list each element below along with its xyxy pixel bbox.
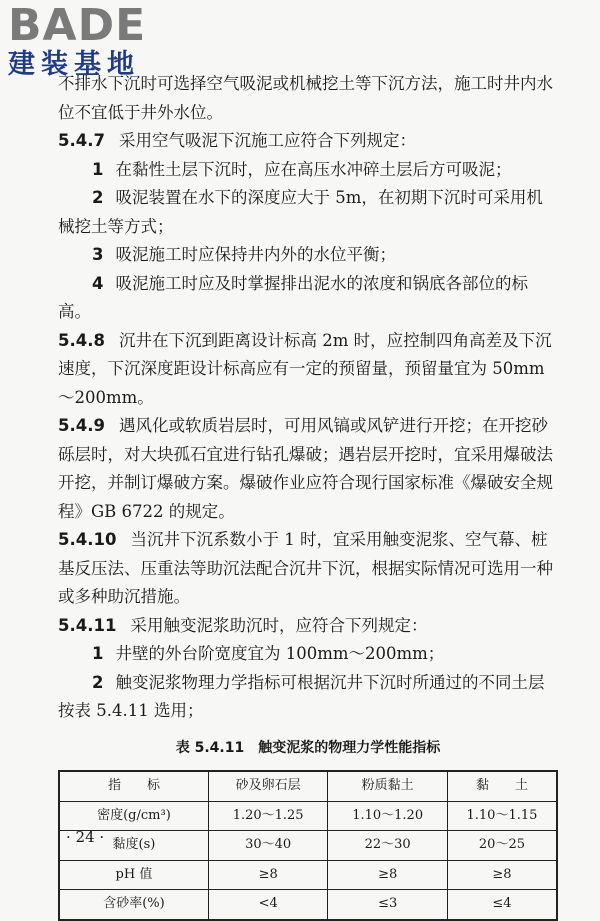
table-cell: <4: [208, 890, 328, 920]
section-5-4-11: [58, 612, 558, 641]
clause-5-4-11-2: [58, 669, 558, 726]
clause-5-4-7-4: [58, 270, 558, 327]
table-cell: ≤3: [328, 890, 448, 920]
table-row: [59, 860, 557, 890]
section-text: 遇风化或软质岩层时，可用风镐或风铲进行开挖；在开挖砂砾层时，对大块孤石宜进行钻孔爆破；遇岩层开挖时，宜采用爆破法开挖，并制订爆破方案。爆破作业应符合现行国家标准《爆破安全规程》GB 6722 的规定。: [58, 416, 553, 521]
clause-5-4-7-1: [58, 156, 558, 185]
clause-text: 吸泥施工时应及时掌握排出泥水的浓度和锅底各部位的标高。: [58, 273, 528, 321]
properties-table: [58, 770, 558, 921]
clause-text: 井壁的外台阶宽度宜为 100mm～200mm；: [115, 644, 445, 663]
clause-number: 4: [92, 273, 104, 293]
section-5-4-8: [58, 327, 558, 413]
section-5-4-9: [58, 412, 558, 526]
table-cell: ≤4: [447, 890, 557, 920]
document-body: [58, 70, 558, 921]
table-cell: 1.10～1.15: [447, 801, 557, 831]
clause-number: 3: [92, 245, 104, 264]
clause-text: 吸泥装置在水下的深度应大于 5m，在初期下沉时可采用机械挖土等方式；: [58, 188, 543, 236]
table-header-row: [59, 771, 557, 801]
table-cell: 含砂率(%): [59, 890, 208, 920]
clause-text: 在黏性土层下沉时，应在高压水冲碎土层后方可吸泥；: [115, 159, 512, 179]
publisher-logo: [8, 0, 178, 80]
table-cell: 22～30: [328, 831, 448, 861]
section-number: 5.4.8: [58, 330, 105, 350]
section-text: 当沉井下沉系数小于 1 时，宜采用触变泥浆、空气幕、桩基反压法、压重法等助沉法配合沉井下沉，根据实际情况可选用一种或多种助沉措施。: [58, 530, 553, 606]
clause-5-4-7-2: [58, 184, 558, 241]
table-cell: ≥8: [447, 860, 557, 890]
table-header-cell: 黏 土: [447, 771, 557, 801]
table-header-cell: 指 标: [59, 771, 208, 801]
clause-text: 触变泥浆物理力学指标可根据沉井下沉时所通过的不同土层按表 5.4.11 选用；: [58, 672, 545, 720]
clause-number: 2: [92, 188, 104, 207]
table-header-cell: 砂及卵石层: [208, 771, 328, 801]
table-cell: 30～40: [208, 831, 328, 861]
table-row: [59, 890, 557, 920]
logo-subtitle: 建装基地: [8, 49, 140, 80]
clause-number: 1: [92, 159, 104, 179]
section-text: 采用触变泥浆助沉时，应符合下列规定：: [130, 615, 428, 635]
logo-brand-text: BADE: [8, 0, 147, 51]
table-row: [59, 831, 557, 861]
section-number: 5.4.9: [58, 416, 105, 435]
table-cell: ≥8: [328, 860, 448, 890]
clause-text: 吸泥施工时应保持井内外的水位平衡；: [115, 245, 396, 264]
table-cell: 1.20～1.25: [208, 801, 328, 831]
clause-number: 2: [92, 672, 104, 692]
clause-5-4-11-1: [58, 640, 558, 669]
table-header-cell: 粉质黏土: [328, 771, 448, 801]
logo-brand: [8, 0, 178, 51]
paragraph-intro: 不排水下沉时可选择空气吸泥或机械挖土等下沉方法，施工时井内水位不宜低于井外水位。: [58, 74, 553, 122]
section-5-4-7: [58, 127, 558, 156]
section-text: 沉井在下沉到距离设计标高 2m 时，应控制四角高差及下沉速度，下沉深度距设计标高应有一定的预留量，预留量宜为 50mm～200mm。: [58, 330, 552, 407]
table-caption: 表 5.4.11 触变泥浆的物理力学性能指标: [175, 739, 441, 756]
table-row: [59, 801, 557, 831]
clause-5-4-7-3: [58, 241, 558, 270]
table-cell: 20～25: [447, 831, 557, 861]
section-5-4-10: [58, 526, 558, 612]
section-number: 5.4.10: [58, 530, 117, 549]
table-cell: 密度(g/cm³): [59, 801, 208, 831]
table-cell: pH 值: [59, 860, 208, 890]
table-cell: 1.10～1.20: [328, 801, 448, 831]
section-number: 5.4.11: [58, 615, 117, 635]
section-number: 5.4.7: [58, 131, 105, 150]
page-number: · 24 ·: [66, 828, 105, 846]
section-text: 采用空气吸泥下沉施工应符合下列规定：: [118, 131, 416, 150]
clause-number: 1: [92, 644, 104, 663]
table-cell: ≥8: [208, 860, 328, 890]
table-cell: 黏度(s): [59, 831, 208, 861]
